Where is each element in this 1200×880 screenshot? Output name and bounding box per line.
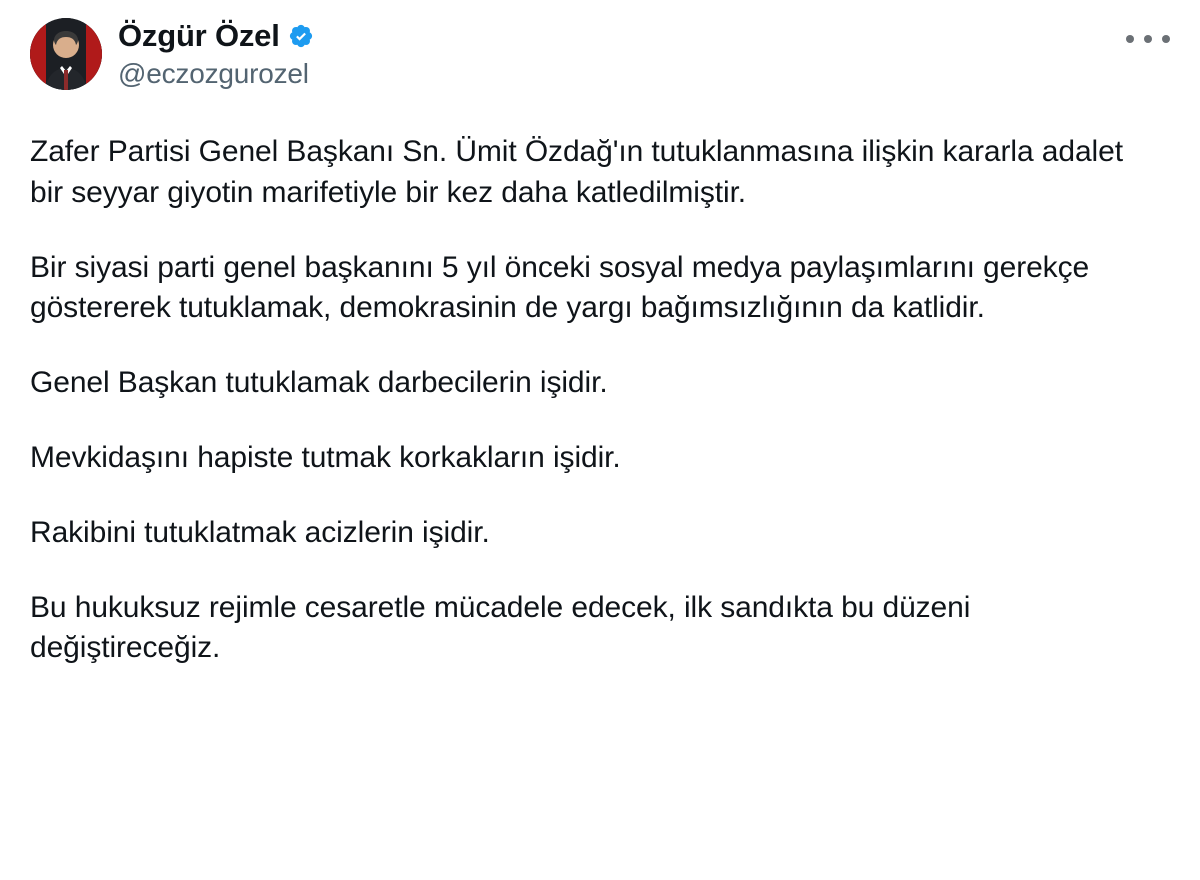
tweet-paragraph: Genel Başkan tutuklamak darbecilerin işidir. <box>30 366 608 400</box>
tweet-text <box>30 132 1150 669</box>
author-name-row <box>118 20 314 51</box>
more-dot-1 <box>1126 35 1134 43</box>
tweet-paragraph: Mevkidaşını hapiste tutmak korkakların işidir. <box>30 440 621 474</box>
tweet-paragraph: Bu hukuksuz rejimle cesaretle mücadele edecek, ilk sandıkta bu düzeni değiştireceğiz. <box>30 590 971 665</box>
more-dot-2 <box>1144 35 1152 43</box>
verified-badge-icon <box>288 23 314 49</box>
author-display-name[interactable]: Özgür Özel <box>118 18 280 53</box>
tweet-paragraph: Rakibini tutuklatmak acizlerin işidir. <box>30 515 490 549</box>
author-identity <box>118 18 314 90</box>
tweet-paragraph: Bir siyasi parti genel başkanını 5 yıl önceki sosyal medya paylaşımlarını gerekçe göstererek tutuklamak, demokrasinin de yargı bağımsızlığının da katlidir. <box>30 250 1090 325</box>
tweet-header <box>30 18 1170 110</box>
author-handle[interactable]: @eczozgurozel <box>118 58 309 89</box>
more-options-icon[interactable] <box>1126 24 1170 54</box>
avatar[interactable] <box>30 18 102 90</box>
more-dot-3 <box>1162 35 1170 43</box>
tweet-paragraph: Zafer Partisi Genel Başkanı Sn. Ümit Özdağ'ın tutuklanmasına ilişkin kararla adalet bir seyyar giyotin marifetiyle bir kez daha katledilmiştir. <box>30 135 1123 209</box>
